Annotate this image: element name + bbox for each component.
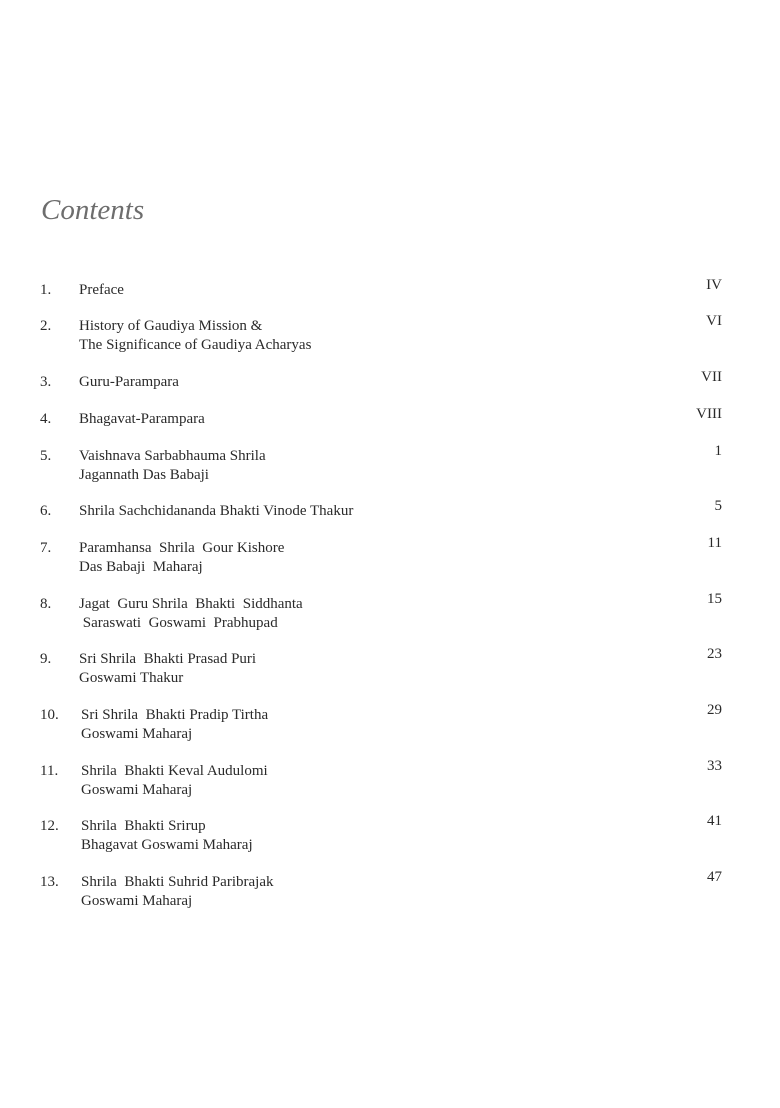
entry-title: Sri Shrila Bhakti Prasad Puri Goswami Thakur [79, 651, 257, 686]
entry-page-number: 15 [707, 591, 722, 607]
page-title: Contents [41, 194, 145, 226]
entry-page-number: IV [706, 277, 722, 293]
entry-title: Shrila Bhakti Suhrid Paribrajak Goswami Maharaj [81, 874, 274, 909]
entry-number: 10. [40, 707, 59, 723]
entry-number: 2. [40, 318, 52, 334]
entry-page-number: 11 [707, 535, 722, 551]
entry-title: Bhagavat-Parampara [79, 411, 205, 427]
entry-title: History of Gaudiya Mission & The Significance of Gaudiya Acharyas [79, 318, 312, 353]
entry-number: 1. [40, 282, 52, 298]
entry-number: 6. [40, 503, 52, 519]
entry-page-number: 41 [707, 813, 722, 829]
entry-number: 9. [40, 651, 52, 667]
entry-page-number: 1 [714, 443, 722, 459]
entry-title: Jagat Guru Shrila Bhakti Siddhanta Saraswati Goswami Prabhupad [79, 596, 303, 631]
entry-title: Shrila Bhakti Srirup Bhagavat Goswami Maharaj [81, 818, 253, 853]
entry-number: 12. [40, 818, 59, 834]
entry-title: Vaishnava Sarbabhauma Shrila Jagannath Das Babaji [79, 448, 266, 483]
entry-page-number: 33 [707, 758, 722, 774]
entry-number: 13. [40, 874, 59, 890]
entry-page-number: 5 [714, 498, 722, 514]
entry-number: 5. [40, 448, 52, 464]
entry-page-number: VI [706, 313, 722, 329]
entry-title: Guru-Parampara [79, 374, 179, 390]
entry-title: Sri Shrila Bhakti Pradip Tirtha Goswami Maharaj [81, 707, 269, 742]
entry-number: 3. [40, 374, 52, 390]
entry-page-number: 47 [707, 869, 722, 885]
entry-page-number: 23 [707, 646, 722, 662]
entry-number: 7. [40, 540, 52, 556]
entry-title: Shrila Bhakti Keval Audulomi Goswami Maharaj [81, 763, 268, 798]
entry-page-number: 29 [707, 702, 722, 718]
entry-page-number: VIII [696, 406, 722, 422]
entry-number: 8. [40, 596, 52, 612]
entry-number: 11. [40, 763, 59, 779]
entry-title: Preface [79, 282, 124, 298]
entry-page-number: VII [701, 369, 722, 385]
entry-title: Paramhansa Shrila Gour Kishore Das Babaji Maharaj [79, 540, 285, 575]
entry-number: 4. [40, 411, 52, 427]
entry-title: Shrila Sachchidananda Bhakti Vinode Thakur [79, 503, 354, 519]
